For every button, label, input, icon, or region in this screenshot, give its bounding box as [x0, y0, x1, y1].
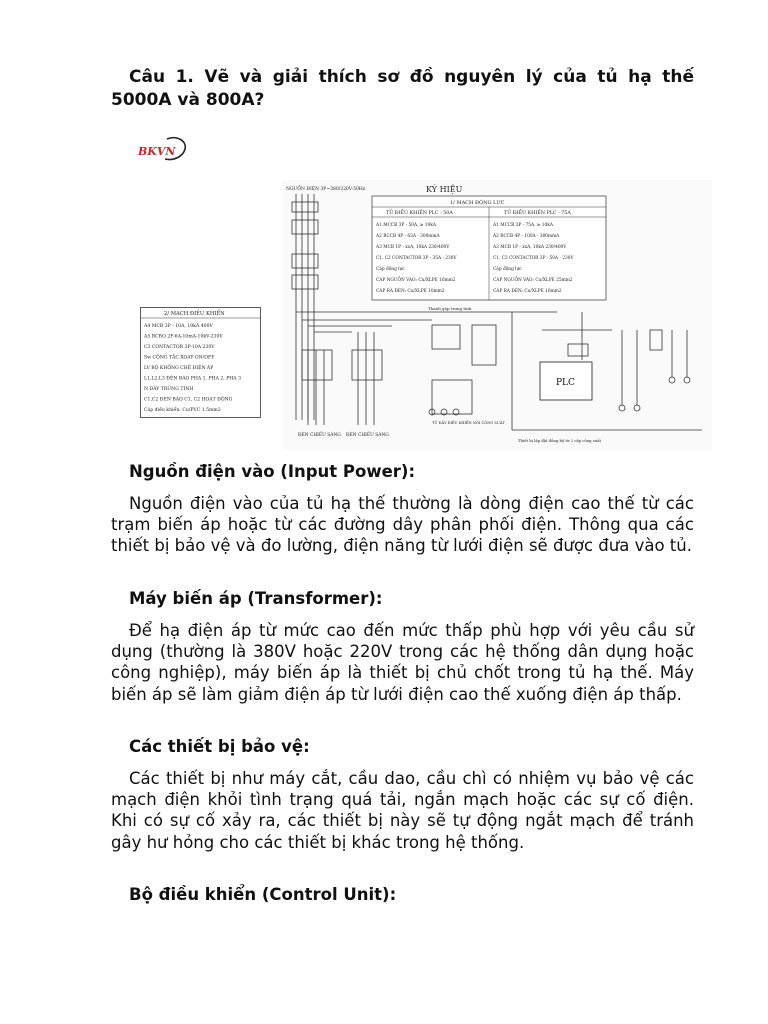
power-right-row: C1, C2 CONTACTOR 3P - 50A - 230V [493, 256, 574, 261]
power-left-row: C1, C2 CONTACTOR 3P - 35A - 230V [376, 256, 457, 261]
control-row: N DÂY TRUNG TÍNH [144, 387, 194, 392]
power-circuit-title: 1/ MẠCH ĐỘNG LỰC [450, 200, 505, 206]
section-heading-protection [111, 736, 310, 758]
power-left-row: CÁP RA ĐÈN: Cu/XLPE 10mm2 [376, 289, 445, 294]
power-right-row: CÁP RA ĐÈN: Cu/XLPE 16mm2 [493, 289, 562, 294]
power-right-row: A2 RCCB 4P - 100A - 300mmA [493, 234, 560, 239]
section-heading-text: Các thiết bị bảo vệ: [129, 737, 310, 756]
section-heading-text: Bộ điều khiển (Control Unit): [129, 885, 397, 904]
col-left-title: TỦ ĐIỀU KHIỂN PLC - 50A [386, 211, 453, 216]
section-heading-control-unit [111, 884, 396, 906]
ext-label: TỦ ĐẦY ĐIỀU KHIỂN NỐI CÔNG SUẤT [432, 421, 505, 425]
bkvn-logo [137, 135, 189, 163]
control-row: Cáp điều khiển: Cu/PVC 1.5mm2 [144, 408, 221, 413]
out2-label: ĐÈN CHIẾU SÁNG [346, 433, 389, 438]
power-left-row: A3 MCB 1P - xxA, 10kA 230/400V [376, 245, 450, 250]
power-left-row: CÁP NGUỒN VÀO: Cu/XLPE 16mm2 [376, 278, 456, 283]
control-row: C1,C2 ĐÈN BÁO C1, C2 HOẠT ĐỘNG [144, 397, 233, 403]
logo-text: BKVN [138, 145, 176, 158]
busbar-label: Thanh góp trung tính [428, 306, 472, 311]
control-row: Sw CÔNG TẮC XOAY ON/OFF [144, 355, 215, 361]
symbols-title: KÝ HIỆU [426, 185, 463, 194]
control-row: C3 CONTACTOR 3P-10A 230V [144, 345, 215, 350]
source-label: NGUỒN ĐIỆN 3P~380/220V-50Hz [286, 187, 366, 192]
control-row: LV BỘ KHỐNG CHẾ ĐIỆN ÁP [144, 366, 214, 371]
schematic-diagram [282, 180, 712, 450]
control-row: A4 MCB 3P - 10A, 10kA 400V [144, 324, 213, 329]
section-heading-transformer [111, 588, 383, 610]
question-title-text: Câu 1. Vẽ và giải thích sơ đồ nguyên lý của tủ hạ thế 5000A và 800A? [111, 67, 694, 110]
power-left-row: Cáp động lực [376, 267, 405, 272]
power-left-row: A2 RCCB 4P - 63A - 300mmA [376, 234, 440, 239]
section-heading-text: Máy biến áp (Transformer): [129, 589, 383, 608]
power-right-row: A1 MCCB 3P - 75A, ≥ 10kA [493, 223, 553, 228]
power-right-row: A3 MCB 1P - xxA, 10kA 230/400V [493, 245, 567, 250]
question-title [111, 66, 694, 112]
control-row: A5 RCBO 2P-6A-10mA-10kV-230V [144, 334, 223, 340]
section-body-protection [111, 768, 694, 853]
section-heading-input-power [111, 461, 415, 483]
control-legend-figure [140, 307, 261, 418]
section-body-transformer [111, 620, 694, 705]
control-title: 2/ MẠCH ĐIỀU KHIỂN [164, 311, 225, 317]
power-right-row: Cáp động lực [493, 267, 522, 272]
section-body-input-power [111, 493, 694, 557]
col-right-title: TỦ ĐIỀU KHIỂN PLC - 75A [504, 211, 571, 216]
section-body-text: Nguồn điện vào của tủ hạ thế thường là dòng điện cao thế từ các trạm biến áp hoặc từ các đường dây phân phối điện. Thông qua các thiết bị bảo vệ và đo lường, điện năng từ lưới điện sẽ được đưa vào tủ. [111, 494, 694, 556]
note-label: Thiết bị lắp đặt đồng bộ từ 2 cấp công suất [518, 438, 602, 443]
section-body-text: Các thiết bị như máy cắt, cầu dao, cầu chì có nhiệm vụ bảo vệ các mạch điện khỏi tình trạng quá tải, ngắn mạch hoặc các sự cố điện. Khi có sự cố xảy ra, các thiết bị này sẽ tự động ngắt mạch để tránh gây hư hỏng cho các thiết bị khác trong hệ thống. [111, 769, 694, 852]
power-left-row: A1 MCCB 3P - 50A, ≥ 10kA [376, 223, 436, 228]
section-body-text: Để hạ điện áp từ mức cao đến mức thấp phù hợp với yêu cầu sử dụng (thường là 380V hoặc 220V trong các hệ thống dân dụng hoặc công nghiệp), máy biến áp là thiết bị chủ chốt trong tủ hạ thế. Máy biến áp sẽ làm giảm điện áp từ lưới điện cao thế xuống điện áp thấp. [111, 621, 694, 704]
plc-label: PLC [556, 378, 575, 388]
out1-label: ĐÈN CHIẾU SÁNG [298, 433, 341, 438]
power-right-row: CÁP NGUỒN VÀO: Cu/XLPE 25mm2 [493, 278, 573, 283]
control-row: L1,L2,L3 ĐÈN BÁO PHA 1, PHA 2, PHA 3 [144, 376, 241, 382]
section-heading-text: Nguồn điện vào (Input Power): [129, 462, 416, 481]
